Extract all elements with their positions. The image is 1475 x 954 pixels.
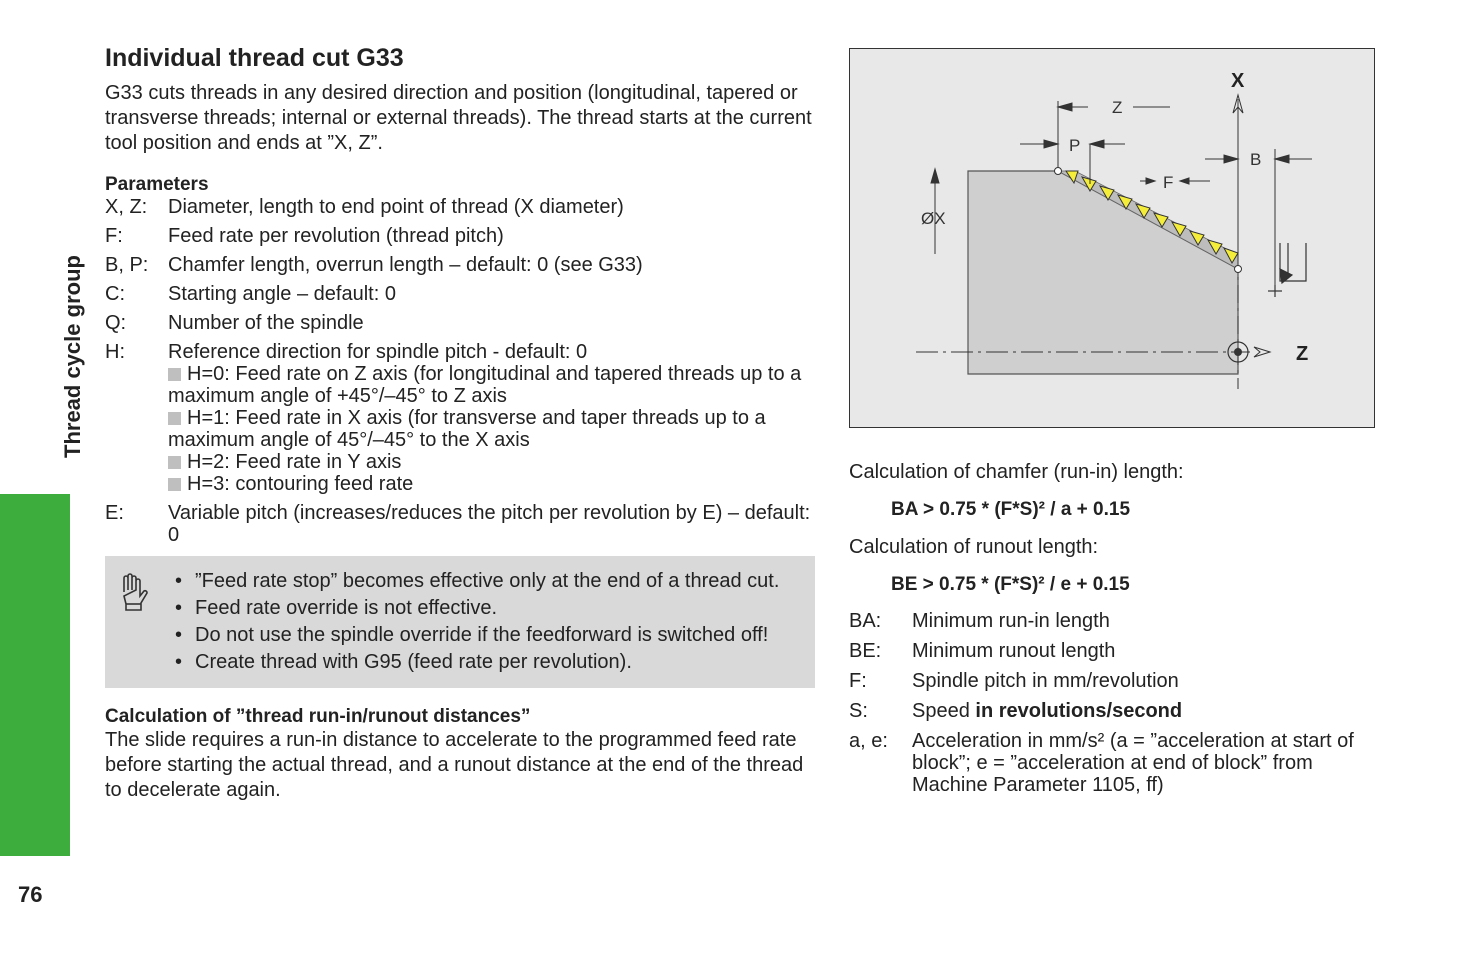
thread-end-point	[1235, 266, 1242, 273]
def-text-bold: in revolutions/second	[975, 700, 1183, 722]
param-text: Variable pitch (increases/reduces the pitch per revolution by E) – default: 0	[168, 502, 811, 546]
def-text: Speed	[912, 700, 976, 722]
param-key: B, P:	[105, 254, 149, 276]
square-bullet-icon	[168, 368, 181, 381]
intro-paragraph: G33 cuts threads in any desired direction and position (longitudinal, tapered or transverse threads; internal or external threads). The thread starts at the current tool position and ends at ”X, Z”.	[105, 82, 812, 154]
def-key: F:	[849, 670, 867, 692]
note-item: • ”Feed rate stop” becomes effective only at the end of a thread cut.	[195, 568, 779, 595]
note-item: • Feed rate override is not effective.	[195, 595, 779, 622]
chamfer-caption: Calculation of chamfer (run-in) length:	[849, 461, 1184, 483]
param-key: C:	[105, 283, 125, 305]
h-option-text: H=2: Feed rate in Y axis	[187, 451, 402, 473]
formula-ba: BA > 0.75 * (F*S)² / a + 0.15	[891, 499, 1131, 520]
definition-row	[849, 730, 1375, 796]
param-row	[105, 225, 815, 247]
def-text-mixed	[912, 700, 1375, 722]
param-text: Starting angle – default: 0	[168, 283, 396, 305]
h-option-text: H=1: Feed rate in X axis (for transverse and taper threads up to a maximum angle of 45°/–45° to the X axis	[168, 407, 766, 451]
side-tab-label: Thread cycle group	[60, 255, 85, 458]
param-row	[105, 254, 815, 276]
formula-be: BE > 0.75 * (F*S)² / e + 0.15	[891, 574, 1130, 595]
note-list	[163, 568, 779, 676]
def-text: Minimum runout length	[912, 640, 1116, 662]
left-column	[105, 44, 815, 803]
parameters-list	[105, 196, 815, 546]
origin-dot	[1234, 348, 1242, 356]
param-row	[105, 283, 815, 305]
param-key: H:	[105, 341, 125, 363]
x-axis-label: X	[1231, 70, 1245, 92]
right-column	[849, 48, 1375, 804]
h-option	[168, 363, 815, 407]
param-row	[105, 312, 815, 334]
definition-row	[849, 610, 1375, 632]
z-axis-label: Z	[1296, 343, 1309, 365]
workpiece-shape	[968, 171, 1238, 374]
param-text: Reference direction for spindle pitch - default: 0	[168, 341, 588, 363]
def-key: a, e:	[849, 730, 888, 752]
square-bullet-icon	[168, 412, 181, 425]
param-row	[105, 502, 815, 546]
note-item: • Create thread with G95 (feed rate per revolution).	[195, 649, 779, 676]
def-text: Acceleration in mm/s² (a = ”acceleration at start of block”; e = ”acceleration at end of block” from Machine Parameter 1105, ff)	[912, 730, 1354, 796]
h-option	[168, 407, 815, 451]
param-key: F:	[105, 225, 123, 247]
note-box	[105, 556, 815, 688]
definition-row	[849, 640, 1375, 662]
z-dimension-label: Z	[1112, 98, 1123, 117]
thread-diagram-svg	[850, 49, 1374, 427]
thread-start-point	[1055, 168, 1062, 175]
param-key: E:	[105, 502, 124, 524]
side-tab-green-bar	[0, 494, 70, 856]
h-option	[168, 473, 815, 495]
pointing-hand-icon	[105, 568, 163, 676]
def-key: BA:	[849, 610, 882, 632]
page-title: Individual thread cut G33	[105, 44, 404, 72]
cutting-tool-icon	[1268, 243, 1306, 297]
param-row-h	[105, 341, 815, 495]
definition-row	[849, 670, 1375, 692]
note-item: • Do not use the spindle override if the feedforward is switched off!	[195, 622, 779, 649]
param-key: X, Z:	[105, 196, 148, 218]
p-dimension-label: P	[1069, 136, 1081, 155]
square-bullet-icon	[168, 456, 181, 469]
page-number: 76	[18, 882, 43, 907]
h-option-text: H=3: contouring feed rate	[187, 473, 414, 495]
square-bullet-icon	[168, 478, 181, 491]
parameters-heading: Parameters	[105, 174, 209, 195]
param-h-body	[168, 341, 815, 495]
def-text: Spindle pitch in mm/revolution	[912, 670, 1179, 692]
param-row	[105, 196, 815, 218]
z-axis-arrowhead	[1254, 347, 1270, 357]
b-dimension-label: B	[1250, 150, 1262, 169]
def-key: BE:	[849, 640, 882, 662]
h-option	[168, 451, 815, 473]
definition-row	[849, 700, 1375, 722]
calc-heading: Calculation of ”thread run-in/runout distances”	[105, 706, 531, 727]
param-text: Chamfer length, overrun length – default: 0 (see G33)	[168, 254, 643, 276]
thread-diagram	[849, 48, 1375, 428]
calc-paragraph: The slide requires a run-in distance to accelerate to the programmed feed rate before starting the actual thread, and a runout distance at the end of the thread to decelerate again.	[105, 729, 804, 801]
def-text: Minimum run-in length	[912, 610, 1110, 632]
param-text: Diameter, length to end point of thread (X diameter)	[168, 196, 624, 218]
diameter-x-label: ØX	[921, 209, 946, 228]
f-dimension-label: F	[1163, 173, 1174, 192]
definitions-list	[849, 610, 1375, 796]
runout-caption: Calculation of runout length:	[849, 536, 1099, 558]
param-key: Q:	[105, 312, 127, 334]
param-text: Feed rate per revolution (thread pitch)	[168, 225, 504, 247]
def-key: S:	[849, 700, 868, 722]
param-text: Number of the spindle	[168, 312, 364, 334]
h-option-text: H=0: Feed rate on Z axis (for longitudinal and tapered threads up to a maximum angle of +45°/–45° to Z axis	[168, 363, 802, 407]
